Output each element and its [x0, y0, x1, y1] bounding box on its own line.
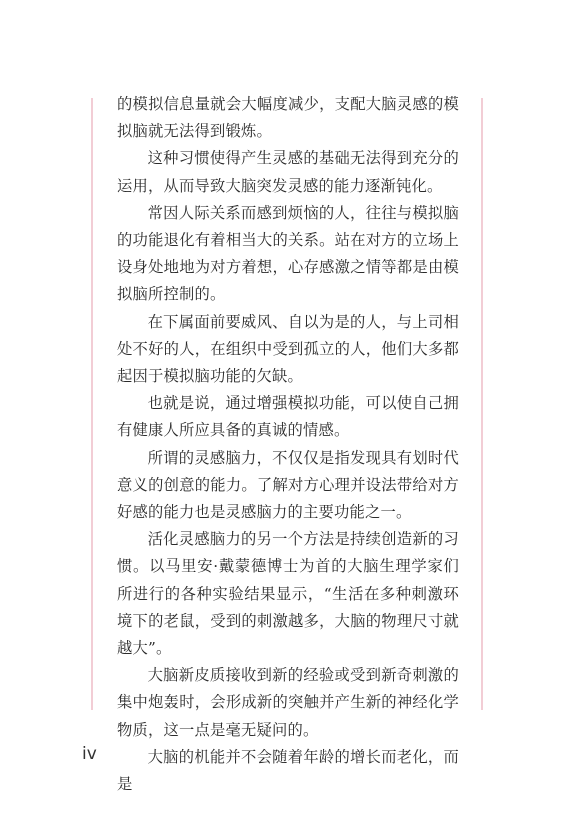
paragraph: 也就是说，通过增强模拟功能，可以使自己拥有健康人所应具备的真诚的情感。: [117, 394, 459, 440]
paragraph: 所谓的灵感脑力，不仅仅是指发现具有划时代意义的创意的能力。了解对方心理并设法带给对方好感的能力也是灵感脑力的主要功能之一。: [117, 448, 459, 522]
left-margin-rule: [91, 98, 93, 710]
paragraph: 在下属面前要威风、自以为是的人，与上司相处不好的人，在组织中受到孤立的人，他们大多都起因于模拟脑功能的欠缺。: [117, 312, 459, 386]
paragraph: 大脑的机能并不会随着年龄的增长而老化，而是: [117, 747, 459, 794]
paragraph: 大脑新皮质接收到新的经验或受到新奇刺激的集中炮轰时，会形成新的突触并产生新的神经化学物质，这一点是毫无疑问的。: [117, 666, 459, 739]
paragraph: 活化灵感脑力的另一个方法是持续创造新的习惯。以马里安·戴蒙德博士为首的大脑生理学家们所进行的各种实验结果显示，“生活在多种刺激环境下的老鼠，受到的刺激越多，大脑的物理尺寸就越大”。: [117, 530, 459, 658]
page-number: iv: [82, 744, 97, 764]
paragraph: 常因人际关系而感到烦恼的人，往往与模拟脑的功能退化有着相当大的关系。站在对方的立场上设身处地地为对方着想，心存感激之情等都是由模拟脑所控制的。: [117, 203, 459, 304]
right-margin-rule: [481, 98, 483, 710]
body-text: [117, 91, 459, 798]
paragraph: 这种习惯使得产生灵感的基础无法得到充分的运用，从而导致大脑突发灵感的能力逐渐钝化。: [117, 149, 459, 195]
paragraph: 的模拟信息量就会大幅度减少，支配大脑灵感的模拟脑就无法得到锻炼。: [117, 95, 459, 141]
